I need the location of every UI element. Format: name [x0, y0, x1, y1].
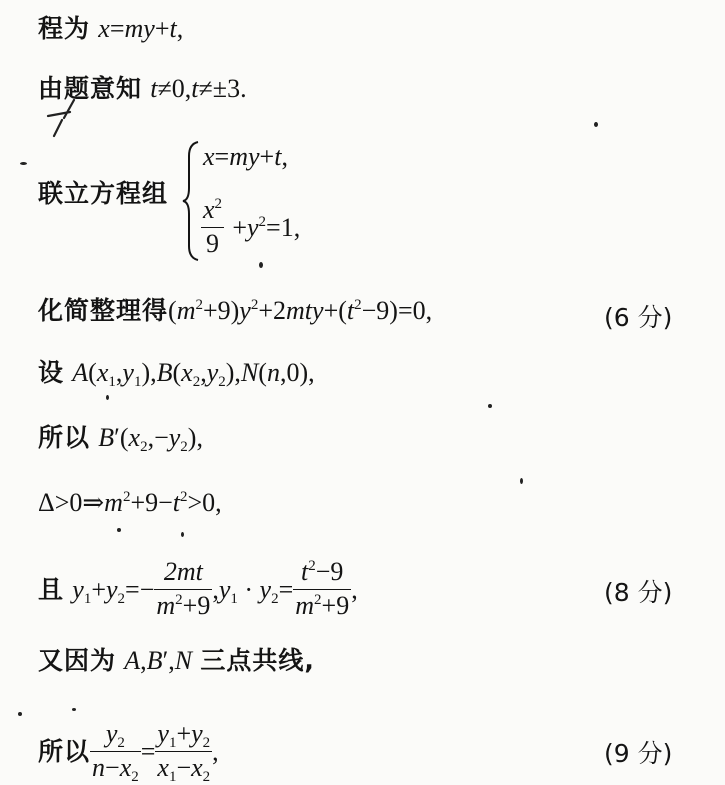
line-4-math: $(m^2+9)y^2+2mty+(t^2-9)=0$, [168, 296, 433, 325]
system-eq2: $\frac{x^2}{9}$ $+y^2=1$, [203, 195, 301, 258]
line-6: 所以 $B'(x_2,-y_2)$, [38, 423, 203, 455]
fraction-t2-minus-9: $\frac{t^2-9}{m^2+9}$ [295, 557, 350, 620]
speck [181, 532, 184, 537]
line-2-text: 由题意知 [38, 74, 143, 103]
system-label: 联立方程组 [38, 179, 169, 208]
speck [520, 478, 523, 484]
line-10: 所以 $\frac{y_2}{n-x_2}$ = $\frac{y_1+y_2}{x_1-x_2}$ , [38, 719, 219, 785]
line-4: 化简整理得$(m^2+9)y^2+2mty+(t^2-9)=0$, [38, 296, 433, 325]
score-6: (6 分) [604, 303, 673, 332]
line-6-math: $B'(x_2,-y_2)$, [98, 423, 203, 455]
score-8: (8 分) [604, 578, 673, 607]
line-5-math: $A(x_1,y_1),B(x_2,y_2),N(n,0)$, [72, 358, 315, 390]
speck [72, 708, 76, 711]
line-1-math: x=my+t, [98, 14, 184, 43]
line-9: 又因为 A,B′,N 三点共线, [38, 646, 315, 675]
speck [594, 122, 598, 127]
line-2-math: t≠0,t≠±3. [150, 74, 247, 103]
line-7 [38, 490, 222, 516]
speck [259, 262, 263, 268]
left-brace [181, 140, 201, 262]
fraction-2mt: $\frac{2mt}{m^2+9}$ [156, 557, 211, 620]
line-9-math: A,B′,N [124, 646, 193, 675]
score-9: (9 分) [604, 739, 673, 768]
speck [488, 404, 492, 408]
speck [20, 162, 27, 165]
fraction-x2-over-9: $\frac{x^2}{9}$ [203, 195, 223, 258]
system-eq1: x=my+t, [203, 142, 288, 171]
line-5: 设 $A(x_1,y_1),B(x_2,y_2),N(n,0)$, [38, 358, 315, 390]
line-1 [38, 16, 183, 42]
fraction-y2-over-n-x2: $\frac{y_2}{n-x_2}$ [92, 719, 139, 785]
line-1-text: 程为 [38, 14, 91, 43]
line-8: 且 $y_1+y_2=-$ $\frac{2mt}{m^2+9}$ $,y_1 \cdot y_2=$ $\frac{t^2-9}{m^2+9}$ , [38, 557, 358, 620]
speck [117, 528, 121, 532]
fraction-y1y2-over-x1x2: $\frac{y_1+y_2}{x_1-x_2}$ [157, 719, 211, 785]
speck [18, 712, 22, 716]
line-7-math: $\Delta>0\Rightarrow m^2+9-t^2>0$, [38, 488, 222, 517]
stray-pen-mark [34, 96, 94, 146]
speck [106, 395, 109, 400]
